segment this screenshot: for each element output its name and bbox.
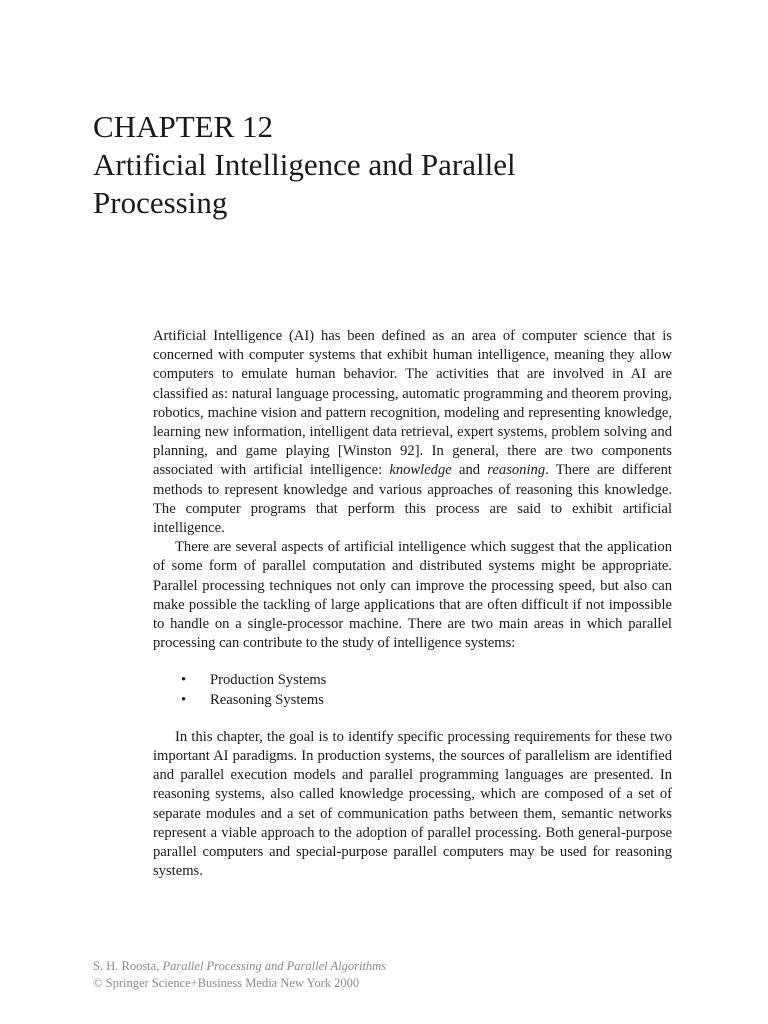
page-footer bbox=[93, 958, 386, 992]
bullet-marker: • bbox=[181, 672, 187, 689]
paragraph-parallel-aspects: There are several aspects of artificial intelligence which suggest that the application of some form of parallel computation and distributed systems might be appropriate. Parallel processing techniques not only can improve the processing speed, but also can make possible the tackling of large applications that are often difficult if not impossible to handle on a single-processor machine. There are two main areas in which parallel processing can contribute to the study of intelligence systems: bbox=[153, 539, 672, 652]
footer-book-title: Parallel Processing and Parallel Algorithms bbox=[162, 959, 387, 973]
footer-copyright: © Springer Science+Business Media New York 2000 bbox=[93, 976, 360, 990]
paragraph-chapter-goal: In this chapter, the goal is to identify specific processing requirements for these two important AI paradigms. In production systems, the sources of parallelism are identified and parallel execution models and parallel programming languages are presented. In reasoning systems, also called knowledge processing, which are composed of a set of separate modules and a set of communication paths between them, semantic networks represent a viable approach to the adoption of parallel processing. Both general-purpose parallel computers and special-purpose parallel computers may be used for reasoning systems. bbox=[153, 728, 672, 880]
term-reasoning: reasoning bbox=[487, 462, 546, 479]
paragraph-intro-connector: and bbox=[451, 462, 488, 479]
chapter-label: CHAPTER 12 bbox=[93, 109, 273, 144]
bullet-list bbox=[153, 671, 672, 709]
list-item bbox=[178, 691, 672, 710]
list-item-text: Reasoning Systems bbox=[210, 691, 324, 708]
footer-citation bbox=[93, 958, 386, 975]
paragraph-intro-text-2: . There are different methods to represent knowledge and various approaches of reasoning this knowledge. The computer programs that perform this process are said to exhibit artificial intelligence. bbox=[153, 462, 672, 537]
paragraph-intro-text-1: Artificial Intelligence (AI) has been defined as an area of computer science that is concerned with computer systems that exhibit human intelligence, meaning they allow computers to emulate human behavior. The activities that are involved in AI are classified as: natural language processing, automatic programming and theorem proving, robotics, machine vision and pattern recognition, modeling and representing knowledge, learning new information, intelligent data retrieval, expert systems, problem solving and planning, and game playing [Winston 92]. In general, there are two components associated with artificial intelligence: bbox=[153, 328, 672, 479]
body-text bbox=[153, 327, 672, 881]
chapter-title-line-1: Artificial Intelligence and Parallel bbox=[93, 147, 516, 182]
chapter-title-line-2: Processing bbox=[93, 185, 228, 220]
paragraph-intro bbox=[153, 327, 672, 538]
bullet-marker: • bbox=[181, 691, 187, 708]
list-item bbox=[178, 671, 672, 690]
term-knowledge: knowledge bbox=[389, 462, 452, 479]
footer-author: S. H. Roosta, bbox=[93, 959, 163, 973]
list-item-text: Production Systems bbox=[210, 672, 327, 689]
chapter-heading bbox=[93, 108, 713, 222]
